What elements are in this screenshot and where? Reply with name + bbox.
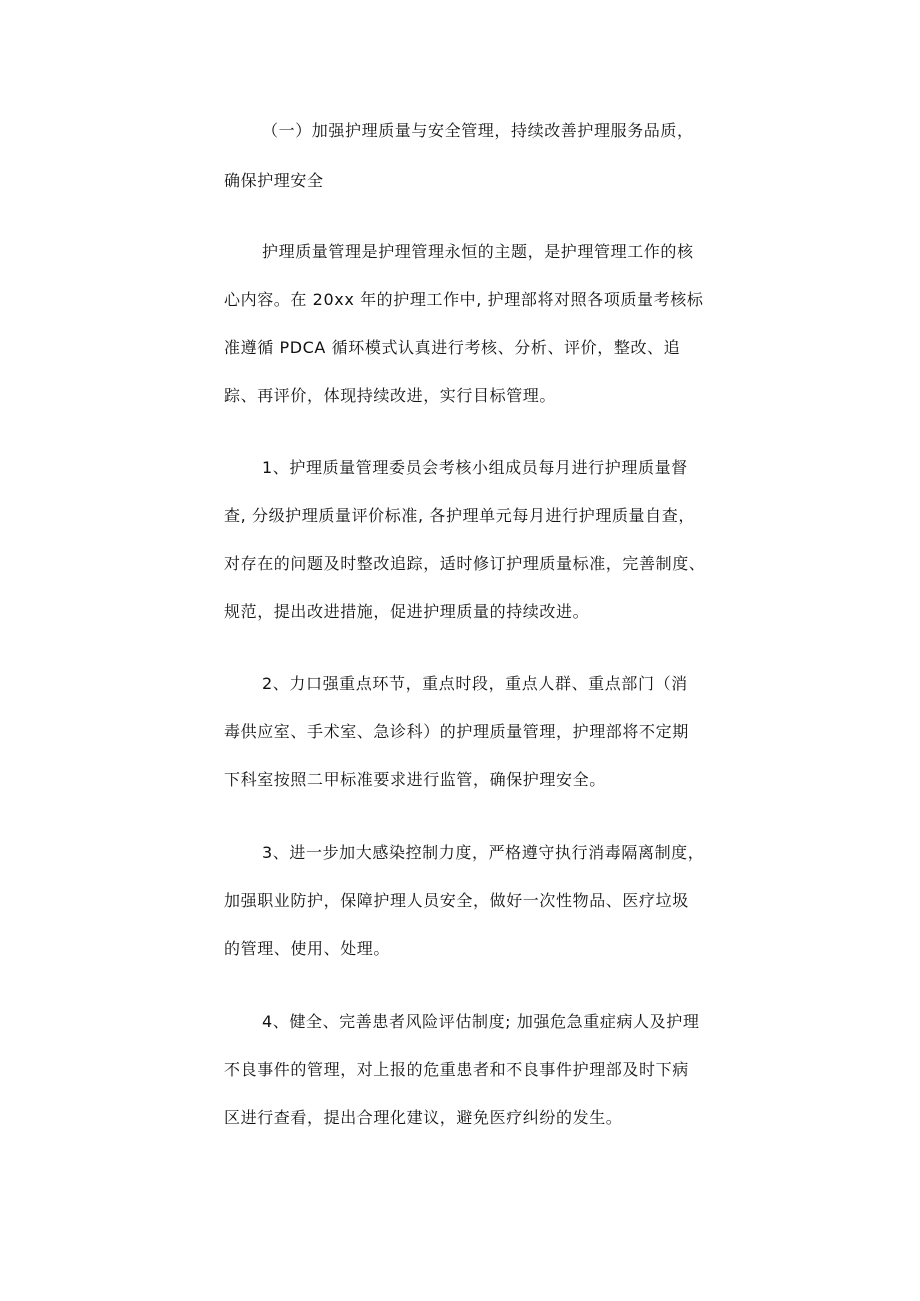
paragraph-3-line-2: 毒供应室、手术室、急诊科）的护理质量管理，护理部将不定期 xyxy=(224,722,689,741)
paragraph-1-line-1: 护理质量管理是护理管理永恒的主题，是护理管理工作的核 xyxy=(262,242,694,261)
paragraph-2-line-3: 对存在的问题及时整改追踪，适时修订护理质量标准，完善制度、 xyxy=(224,554,706,573)
paragraph-5-line-2: 不良事件的管理，对上报的危重患者和不良事件护理部及时下病 xyxy=(224,1060,689,1079)
paragraph-1-line-3: 准遵循 PDCA 循环模式认真进行考核、分析、评价，整改、追 xyxy=(224,338,681,357)
paragraph-5-line-3: 区进行查看，提出合理化建议，避免医疗纠纷的发生。 xyxy=(224,1108,623,1127)
paragraph-4-line-3: 的管理、使用、处理。 xyxy=(224,939,391,958)
paragraph-4-line-2: 加强职业防护，保障护理人员安全，做好一次性物品、医疗垃圾 xyxy=(224,891,689,910)
section-heading-line-2: 确保护理安全 xyxy=(224,171,324,190)
paragraph-5-line-1: 4、健全、完善患者风险评估制度; 加强危急重症病人及护理 xyxy=(262,1012,700,1031)
section-heading-line-1: （一）加强护理质量与安全管理，持续改善护理服务品质， xyxy=(262,121,694,140)
paragraph-3-line-1: 2、力口强重点环节，重点时段，重点人群、重点部门（消 xyxy=(262,674,688,693)
paragraph-2-line-2: 查, 分级护理质量评价标准, 各护理单元每月进行护理质量自查， xyxy=(224,506,695,525)
paragraph-4-line-1: 3、进一步加大感染控制力度，严格遵守执行消毒隔离制度， xyxy=(262,843,705,862)
paragraph-2-line-4: 规范，提出改进措施，促进护理质量的持续改进。 xyxy=(224,602,590,621)
paragraph-1-line-4: 踪、再评价，体现持续改进，实行目标管理。 xyxy=(224,386,557,405)
paragraph-3-line-3: 下科室按照二甲标准要求进行监管，确保护理安全。 xyxy=(224,770,606,789)
paragraph-2-line-1: 1、护理质量管理委员会考核小组成员每月进行护理质量督 xyxy=(262,458,688,477)
paragraph-1-line-2: 心内容。在 20xx 年的护理工作中, 护理部将对照各项质量考核标 xyxy=(224,290,704,309)
